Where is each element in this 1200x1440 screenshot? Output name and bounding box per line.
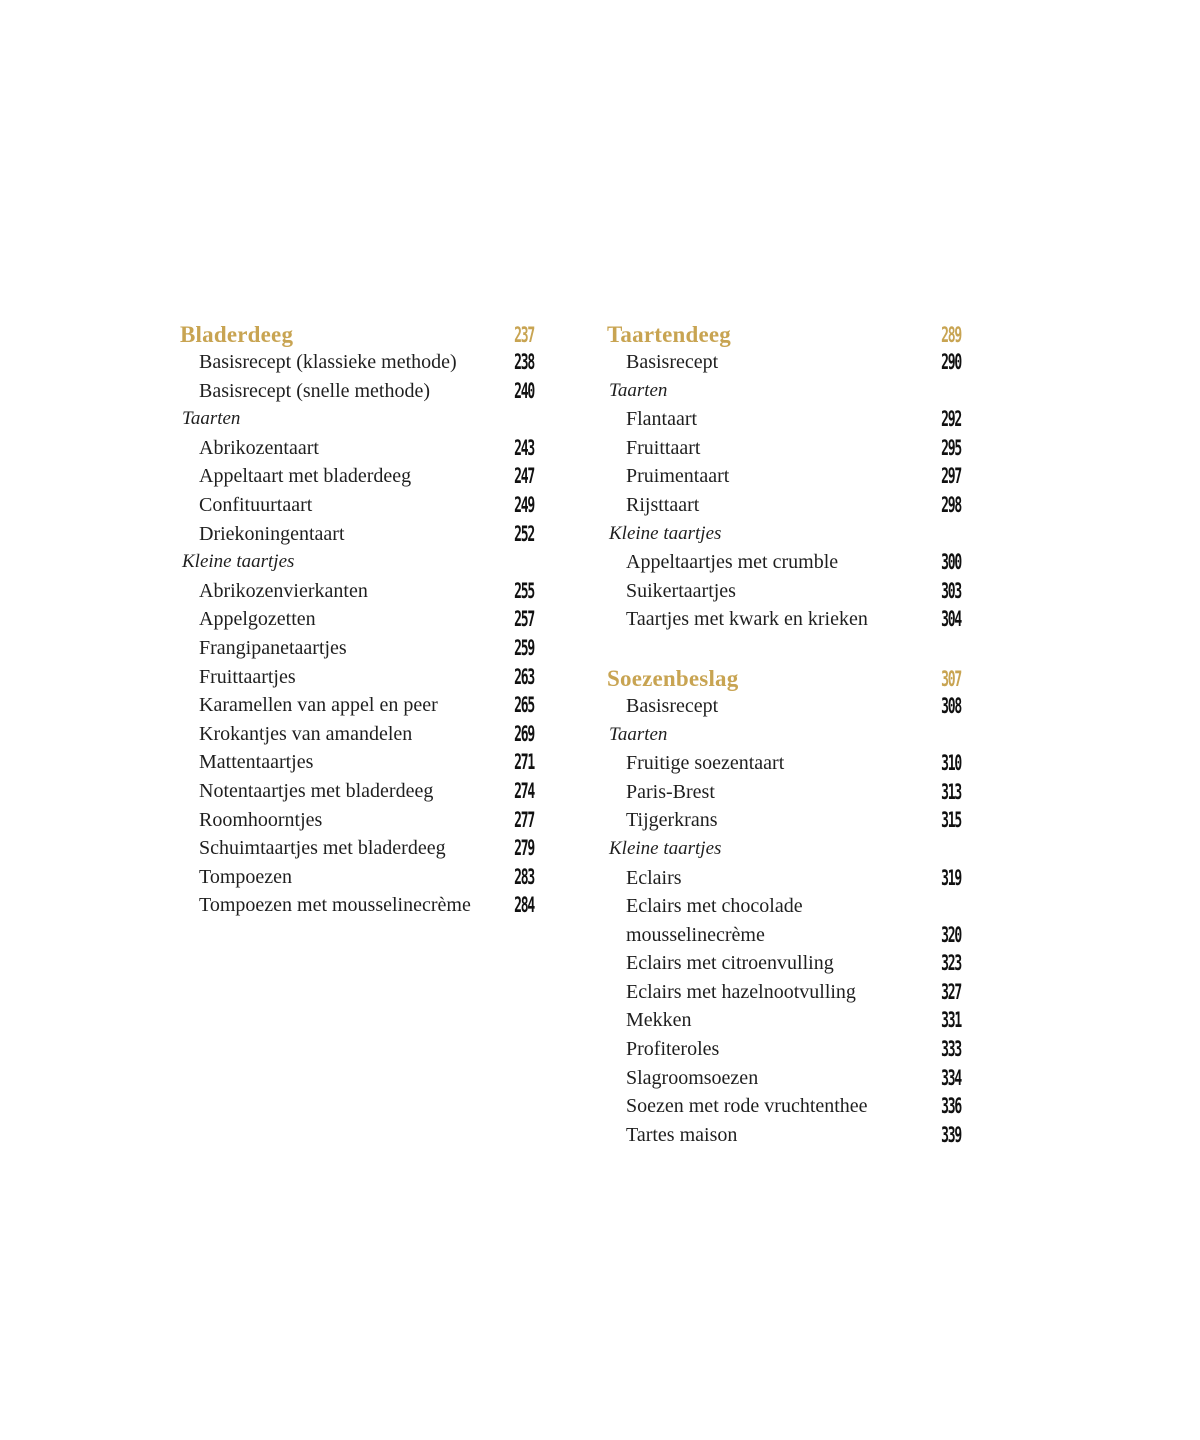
entry-page-number: 255 [514,578,534,603]
entry-label: Profiteroles [626,1038,720,1061]
toc-entry[interactable] [607,692,963,721]
toc-column-left [180,318,536,920]
entry-label: Soezen met rode vruchtenthee [626,1095,868,1118]
section-title: Taartendeeg [607,322,732,347]
toc-entry[interactable] [607,605,963,634]
entry-page-number: 315 [941,808,961,833]
entry-page-number: 284 [514,893,534,918]
entry-page-number: 334 [941,1065,961,1090]
entry-page-number: 252 [514,521,534,546]
entry-page-number: 274 [514,778,534,803]
toc-entry[interactable] [607,462,963,491]
entry-page-number: 320 [941,922,961,947]
entry-label: Paris-Brest [626,780,715,803]
entry-page-number: 277 [514,807,534,832]
toc-entry[interactable] [180,377,536,406]
category-label: Kleine taartjes [609,837,722,859]
entry-page-number: 308 [941,693,961,718]
entry-label: Basisrecept [626,351,719,373]
entry-page-number: 290 [941,350,961,374]
entry-page-number: 336 [941,1094,961,1119]
entry-label: Fruittaartjes [199,665,296,688]
toc-entry[interactable] [180,634,536,663]
entry-label: Pruimentaart [626,465,730,488]
toc-entry[interactable] [180,605,536,634]
entry-page-number: 327 [941,979,961,1004]
toc-category [607,377,963,406]
entry-page-number: 331 [941,1008,961,1033]
toc-section-taartendeeg[interactable] [607,318,963,348]
toc-entry[interactable] [180,806,536,835]
entry-label: Appeltaart met bladerdeeg [199,465,412,488]
toc-entry[interactable] [607,921,963,950]
entry-page-number: 297 [941,464,961,489]
toc-entry[interactable] [607,892,963,921]
toc-section-soezenbeslag[interactable] [607,662,963,692]
entry-page-number: 304 [941,607,961,632]
toc-category [607,835,963,864]
toc-entry[interactable] [607,405,963,434]
entry-label: mousselinecrème [626,923,765,946]
toc-entry[interactable] [607,864,963,893]
entry-label: Mattentaartjes [199,751,314,774]
toc-entry[interactable] [180,777,536,806]
entry-page-number: 257 [514,607,534,632]
entry-page-number: 333 [941,1037,961,1062]
section-title: Bladerdeeg [180,322,294,347]
toc-category [180,405,536,434]
entry-page-number: 238 [514,350,534,374]
entry-page-number: 295 [941,435,961,460]
entry-label: Schuimtaartjes met bladerdeeg [199,837,446,860]
toc-entry[interactable] [180,748,536,777]
entry-page-number: 240 [514,378,534,403]
entry-label: Abrikozenvierkanten [199,579,368,602]
toc-entry[interactable] [607,1121,963,1150]
toc-category [180,548,536,577]
category-label: Taarten [182,408,241,430]
entry-label: Roomhoorntjes [199,808,323,831]
entry-page-number: 300 [941,550,961,575]
toc-entry[interactable] [607,434,963,463]
entry-label: Suikertaartjes [626,579,736,602]
entry-label: Basisrecept (klassieke methode) [199,351,457,373]
entry-label: Fruittaart [626,436,701,459]
entry-page-number: 339 [941,1122,961,1147]
entry-page-number: 247 [514,464,534,489]
entry-label: Tartes maison [626,1123,738,1146]
toc-entry[interactable] [180,720,536,749]
entry-label: Basisrecept [626,694,719,717]
toc-entry[interactable] [607,778,963,807]
entry-label: Rijsttaart [626,493,700,516]
toc-entry[interactable] [607,548,963,577]
category-label: Taarten [609,379,668,401]
entry-label: Basisrecept (snelle methode) [199,379,431,402]
entry-label: Tijgerkrans [626,809,718,832]
toc-entry[interactable] [607,1064,963,1093]
toc-entry[interactable] [607,348,963,377]
section-page-number: 237 [514,323,534,347]
entry-label: Driekoningentaart [199,522,345,545]
entry-label: Taartjes met kwark en krieken [626,608,868,631]
toc-column-right [607,318,963,1149]
toc-entry[interactable] [180,348,536,377]
entry-label: Tompoezen met mousselinecrème [199,894,471,917]
toc-entry[interactable] [607,1092,963,1121]
entry-page-number: 313 [941,779,961,804]
toc-entry[interactable] [607,491,963,520]
entry-label: Fruitige soezentaart [626,752,785,775]
toc-entry[interactable] [180,577,536,606]
toc-entry[interactable] [180,434,536,463]
entry-page-number: 279 [514,836,534,861]
entry-page-number: 310 [941,751,961,776]
entry-page-number: 243 [514,435,534,460]
toc-entry[interactable] [607,949,963,978]
entry-page-number: 263 [514,664,534,689]
entry-label: Abrikozentaart [199,436,319,459]
section-title: Soezenbeslag [607,665,739,691]
entry-label: Frangipanetaartjes [199,636,347,659]
toc-category [607,520,963,549]
entry-label: Tompoezen [199,865,293,888]
toc-entry[interactable] [607,978,963,1007]
toc-entry[interactable] [607,577,963,606]
entry-label: Eclairs [626,866,682,889]
entry-label: Notentaartjes met bladerdeeg [199,779,434,802]
entry-page-number: 259 [514,635,534,660]
section-page-number: 289 [941,323,961,347]
category-label: Kleine taartjes [609,522,722,544]
toc-entry[interactable] [607,1035,963,1064]
entry-page-number: 323 [941,951,961,976]
entry-label: Karamellen van appel en peer [199,694,438,717]
category-label: Taarten [609,723,668,745]
entry-page-number: 265 [514,693,534,718]
toc-entry[interactable] [607,1006,963,1035]
toc-entry[interactable] [180,834,536,863]
toc-section-bladerdeeg[interactable] [180,318,536,348]
entry-page-number: 319 [941,865,961,890]
entry-page-number: 283 [514,864,534,889]
toc-entry[interactable] [607,749,963,778]
entry-label: Slagroomsoezen [626,1066,759,1089]
entry-label: Mekken [626,1009,692,1032]
toc-entry[interactable] [607,806,963,835]
entry-label: Krokantjes van amandelen [199,722,413,745]
toc-entry[interactable] [180,491,536,520]
toc-entry[interactable] [180,663,536,692]
entry-label: Appeltaartjes met crumble [626,551,839,574]
toc-category [607,721,963,750]
entry-label: Flantaart [626,408,698,431]
entry-label: Eclairs met citroenvulling [626,952,834,975]
entry-label: Appelgozetten [199,608,316,631]
toc-entry[interactable] [180,891,536,920]
entry-page-number: 271 [514,750,534,775]
entry-page-number: 298 [941,492,961,517]
entry-label: Eclairs met chocolade [626,895,803,918]
entry-label: Confituurtaart [199,493,313,516]
entry-page-number: 292 [941,407,961,432]
entry-page-number: 269 [514,721,534,746]
toc-entry[interactable] [180,462,536,491]
toc-entry[interactable] [180,863,536,892]
toc-entry[interactable] [180,520,536,549]
entry-label: Eclairs met hazelnootvulling [626,980,856,1003]
toc-entry[interactable] [180,691,536,720]
entry-page-number: 303 [941,578,961,603]
section-page-number: 307 [941,666,961,691]
category-label: Kleine taartjes [182,551,295,573]
entry-page-number: 249 [514,492,534,517]
